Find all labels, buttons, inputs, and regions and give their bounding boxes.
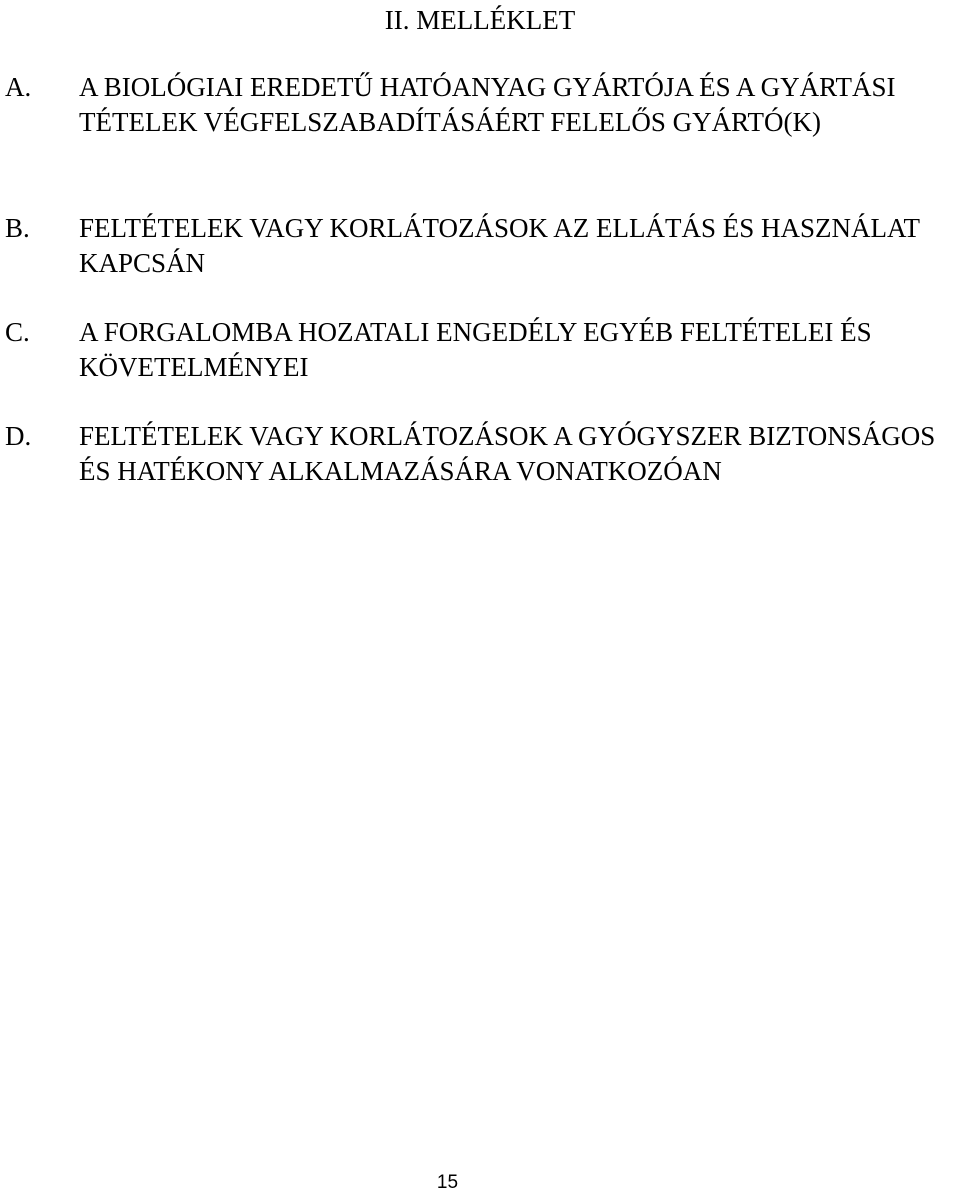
- section-c: [5, 315, 955, 384]
- section-heading: FELTÉTELEK VAGY KORLÁTOZÁSOK A GYÓGYSZER BIZTONSÁGOS ÉS HATÉKONY ALKALMAZÁSÁRA VONATKOZÓAN: [79, 421, 936, 486]
- annex-title: II. MELLÉKLET: [384, 5, 576, 35]
- section-letter: B.: [5, 213, 30, 243]
- section-letter: C.: [5, 317, 30, 347]
- section-heading: A BIOLÓGIAI EREDETŰ HATÓANYAG GYÁRTÓJA ÉS A GYÁRTÁSI TÉTELEK VÉGFELSZABADÍTÁSÁÉRT FELELŐS GYÁRTÓ(K): [79, 72, 896, 137]
- page-number: 15: [436, 1172, 459, 1193]
- section-letter: D.: [5, 421, 32, 451]
- section-a: [5, 70, 955, 139]
- section-letter: A.: [5, 72, 32, 102]
- section-heading: FELTÉTELEK VAGY KORLÁTOZÁSOK AZ ELLÁTÁS ÉS HASZNÁLAT KAPCSÁN: [79, 213, 920, 278]
- section-heading: A FORGALOMBA HOZATALI ENGEDÉLY EGYÉB FELTÉTELEI ÉS KÖVETELMÉNYEI: [79, 317, 872, 382]
- section-b: [5, 211, 955, 280]
- section-d: [5, 419, 955, 488]
